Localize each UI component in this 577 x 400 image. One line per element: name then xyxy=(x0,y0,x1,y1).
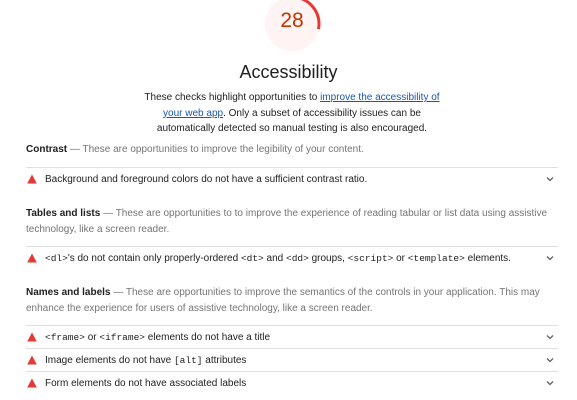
audit-frame-title[interactable] xyxy=(26,325,558,348)
chevron-down-icon[interactable] xyxy=(545,174,555,184)
group-title: Contrast xyxy=(26,144,68,155)
description-text: These checks highlight opportunities to xyxy=(144,92,321,103)
chevron-down-icon[interactable] xyxy=(545,355,555,365)
audit-title: <dl>'s do not contain only properly-ordered <dt> and <dd> groups, <script> or <template> elements. xyxy=(45,252,511,264)
group-description: These are opportunities to improve the legibility of your content. xyxy=(82,144,364,155)
page-title: Accessibility xyxy=(239,62,338,82)
accessibility-link[interactable]: improve the accessibility of your web app xyxy=(163,92,440,119)
audit-form-label[interactable] xyxy=(26,371,558,394)
chevron-down-icon[interactable] xyxy=(545,253,555,263)
warning-triangle-icon xyxy=(27,253,37,263)
group-title: Names and labels xyxy=(26,287,111,298)
score-value: 28 xyxy=(280,9,304,32)
audit-title: Form elements do not have associated labels xyxy=(45,377,247,389)
group-description: These are opportunities to to improve the experience of reading tabular or list data using assistive technology, like a screen reader. xyxy=(26,208,548,235)
group-names-labels: Names and labels — These are opportunities to improve the semantics of the controls in your application. This may enhance the experience for users of assistive technology, like a screen reader. xyxy=(26,287,540,314)
audit-color-contrast[interactable] xyxy=(26,167,558,190)
audit-definition-list[interactable] xyxy=(26,246,558,269)
warning-triangle-icon xyxy=(27,332,37,342)
warning-triangle-icon xyxy=(27,355,37,365)
chevron-down-icon[interactable] xyxy=(545,378,555,388)
category-description xyxy=(136,90,448,137)
audit-title: Image elements do not have [alt] attributes xyxy=(45,354,247,366)
warning-triangle-icon xyxy=(27,174,37,184)
audit-title: Background and foreground colors do not have a sufficient contrast ratio. xyxy=(45,173,368,185)
audit-image-alt[interactable] xyxy=(26,348,558,371)
chevron-down-icon[interactable] xyxy=(545,332,555,342)
group-tables-lists: Tables and lists — These are opportunities to to improve the experience of reading tabular or list data using assistive technology, like a screen reader. xyxy=(26,208,548,235)
audit-title: <frame> or <iframe> elements do not have a title xyxy=(45,331,271,343)
warning-triangle-icon xyxy=(27,378,37,388)
group-contrast: Contrast — These are opportunities to improve the legibility of your content. xyxy=(26,144,364,155)
group-description: These are opportunities to improve the semantics of the controls in your application. This may enhance the experience for users of assistive technology, like a screen reader. xyxy=(26,287,540,314)
group-title: Tables and lists xyxy=(26,208,101,219)
description-text-end: . Only a subset of accessibility issues can be automatically detected so manual testing is also encouraged. xyxy=(156,107,428,134)
